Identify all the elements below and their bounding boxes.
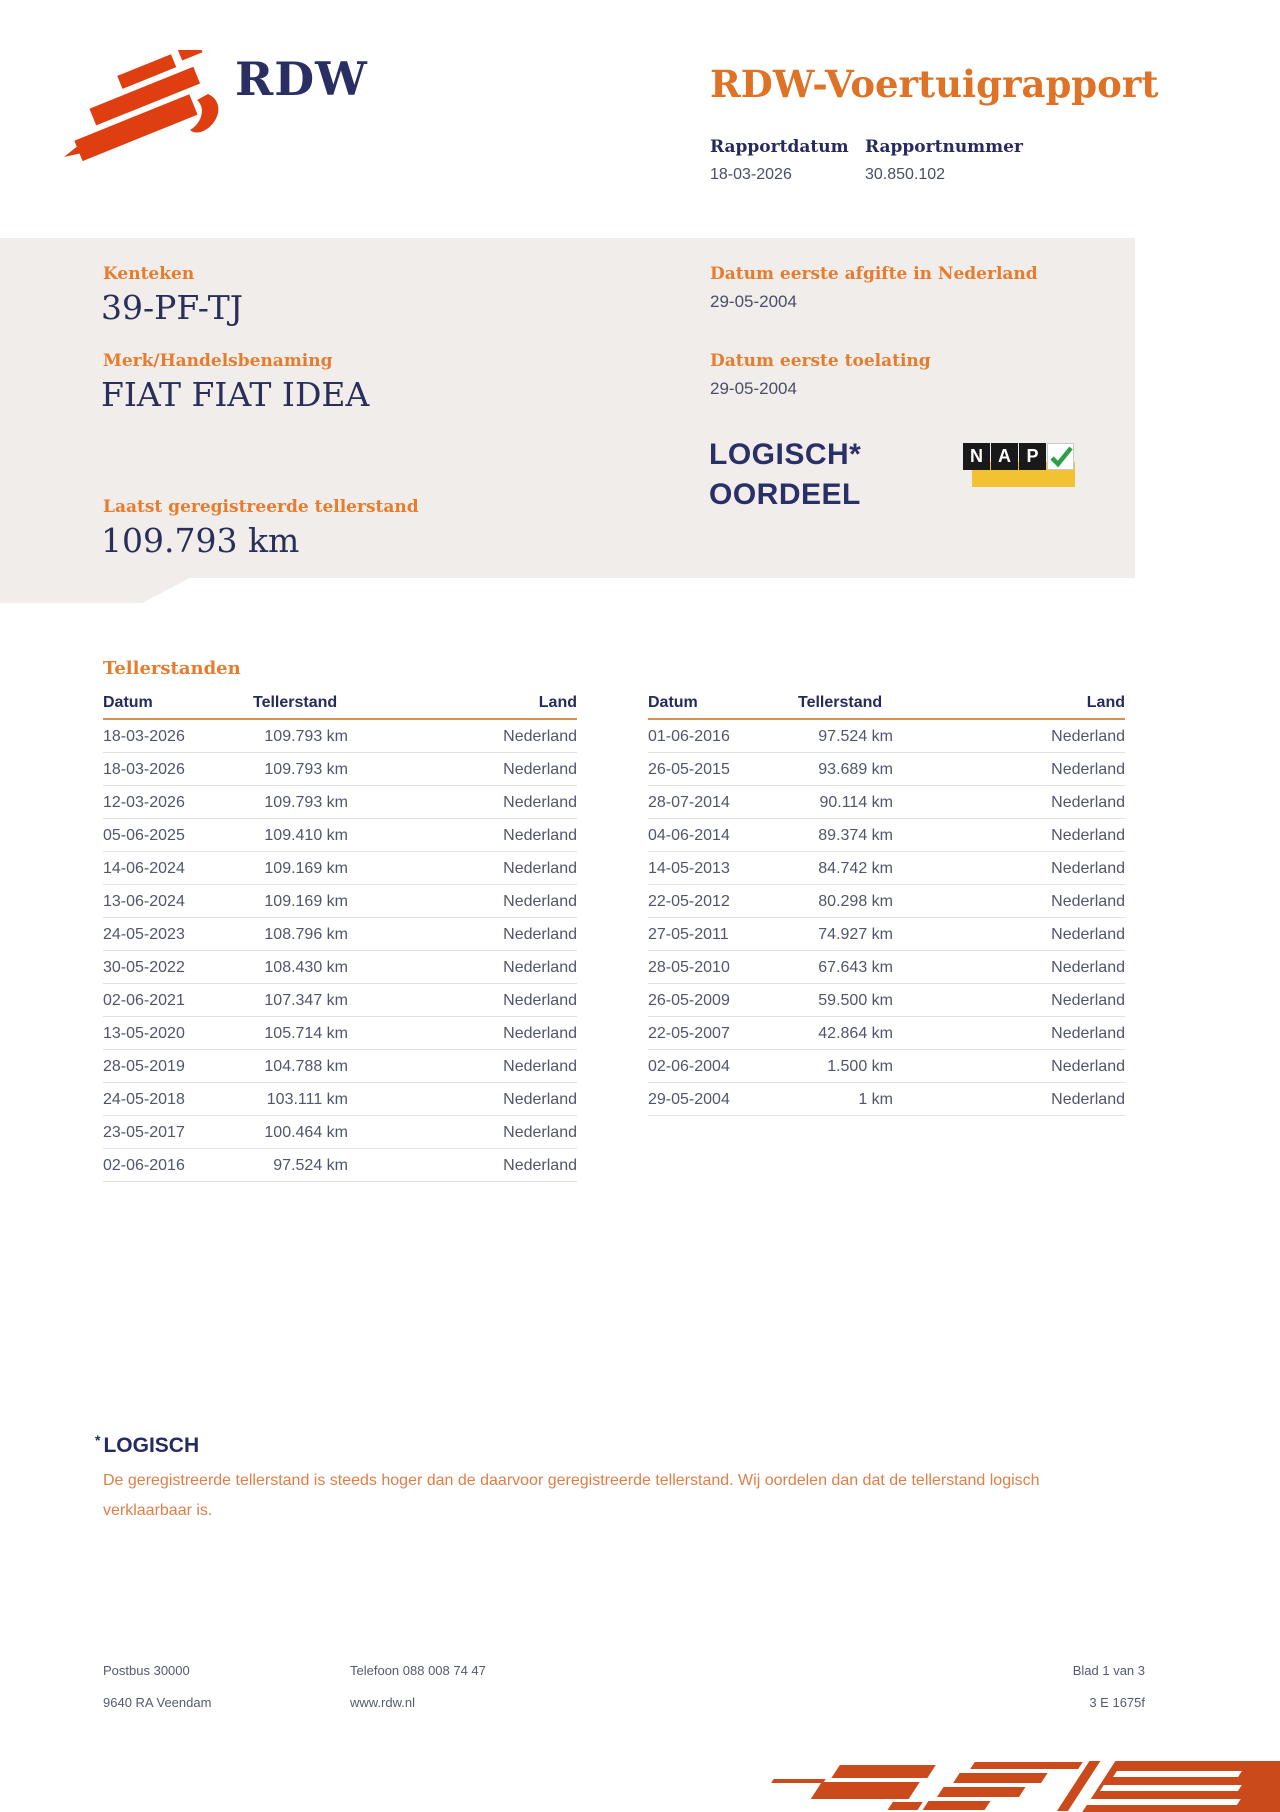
cell-land: Nederland [893, 1050, 1125, 1083]
cell-datum: 26-05-2015 [648, 753, 798, 786]
table-row [648, 951, 1125, 984]
cell-tellerstand: 107.347 km [253, 984, 348, 1017]
tellerstanden-section-title: Tellerstanden [103, 658, 241, 679]
merk-label: Merk/Handelsbenaming [103, 351, 333, 371]
cell-tellerstand: 1 km [798, 1083, 893, 1116]
cell-tellerstand: 97.524 km [798, 719, 893, 753]
cell-tellerstand: 84.742 km [798, 852, 893, 885]
rdw-footer-stripes-graphic [770, 1757, 1280, 1812]
column-header-datum: Datum [103, 690, 253, 719]
cell-tellerstand: 105.714 km [253, 1017, 348, 1050]
cell-datum: 28-07-2014 [648, 786, 798, 819]
kenteken-value: 39-PF-TJ [101, 288, 243, 327]
cell-tellerstand: 93.689 km [798, 753, 893, 786]
column-header-land: Land [893, 690, 1125, 719]
nap-letter-p: P [1019, 443, 1046, 470]
cell-land: Nederland [348, 918, 577, 951]
laatste-tellerstand-value: 109.793 km [101, 521, 300, 560]
table-row [103, 852, 577, 885]
cell-tellerstand: 108.430 km [253, 951, 348, 984]
cell-land: Nederland [348, 753, 577, 786]
cell-datum: 23-05-2017 [103, 1116, 253, 1149]
column-header-tellerstand: Tellerstand [798, 690, 893, 719]
datum-afgifte-label: Datum eerste afgifte in Nederland [710, 264, 1038, 284]
table-row [648, 984, 1125, 1017]
cell-land: Nederland [348, 1083, 577, 1116]
cell-tellerstand: 109.410 km [253, 819, 348, 852]
table-row [103, 918, 577, 951]
cell-tellerstand: 42.864 km [798, 1017, 893, 1050]
cell-tellerstand: 67.643 km [798, 951, 893, 984]
asterisk: * [95, 1432, 101, 1448]
tellerstanden-table-left [103, 690, 577, 1182]
cell-tellerstand: 59.500 km [798, 984, 893, 1017]
logisch-explanation-title [95, 1432, 199, 1458]
table-row [648, 852, 1125, 885]
cell-land: Nederland [893, 984, 1125, 1017]
cell-tellerstand: 109.793 km [253, 786, 348, 819]
table-row [648, 918, 1125, 951]
cell-tellerstand: 109.793 km [253, 753, 348, 786]
cell-datum: 01-06-2016 [648, 719, 798, 753]
datum-afgifte-value: 29-05-2004 [710, 292, 797, 311]
cell-datum: 13-06-2024 [103, 885, 253, 918]
cell-tellerstand: 100.464 km [253, 1116, 348, 1149]
logisch-explanation-body: De geregistreerde tellerstand is steeds hoger dan de daarvoor geregistreerde tellerstand. Wij oordelen dan dat de tellerstand logisch verklaarbaar is. [103, 1472, 1040, 1519]
table-row [648, 719, 1125, 753]
oordeel-line1: LOGISCH* [709, 438, 862, 471]
footer-address-line1: Postbus 30000 [103, 1663, 190, 1678]
nap-logo [963, 443, 1081, 493]
cell-datum: 04-06-2014 [648, 819, 798, 852]
nap-letter-n: N [963, 443, 990, 470]
cell-datum: 28-05-2019 [103, 1050, 253, 1083]
cell-land: Nederland [348, 852, 577, 885]
cell-land: Nederland [348, 786, 577, 819]
rdw-feather-logo-icon [60, 50, 235, 162]
table-row [103, 1083, 577, 1116]
nap-letter-a: A [991, 443, 1018, 470]
cell-tellerstand: 109.169 km [253, 852, 348, 885]
table-row [103, 885, 577, 918]
cell-datum: 12-03-2026 [103, 786, 253, 819]
page-title: RDW-Voertuigrapport [710, 62, 1159, 106]
cell-land: Nederland [348, 1149, 577, 1182]
cell-land: Nederland [348, 1017, 577, 1050]
cell-datum: 02-06-2004 [648, 1050, 798, 1083]
cell-land: Nederland [893, 1017, 1125, 1050]
table-row [648, 1017, 1125, 1050]
table-row [648, 1050, 1125, 1083]
cell-land: Nederland [348, 951, 577, 984]
cell-datum: 28-05-2010 [648, 951, 798, 984]
cell-tellerstand: 80.298 km [798, 885, 893, 918]
column-header-tellerstand: Tellerstand [253, 690, 348, 719]
column-header-land: Land [348, 690, 577, 719]
cell-datum: 27-05-2011 [648, 918, 798, 951]
cell-datum: 29-05-2004 [648, 1083, 798, 1116]
table-header-row [648, 690, 1125, 719]
report-date-label: Rapportdatum [710, 137, 849, 157]
table-row [648, 819, 1125, 852]
cell-datum: 26-05-2009 [648, 984, 798, 1017]
cell-tellerstand: 103.111 km [253, 1083, 348, 1116]
table-row [103, 1116, 577, 1149]
cell-tellerstand: 74.927 km [798, 918, 893, 951]
cell-land: Nederland [893, 885, 1125, 918]
datum-toelating-label: Datum eerste toelating [710, 351, 931, 371]
cell-land: Nederland [893, 786, 1125, 819]
cell-tellerstand: 109.793 km [253, 719, 348, 753]
cell-land: Nederland [893, 753, 1125, 786]
table-header-row [103, 690, 577, 719]
cell-land: Nederland [348, 1050, 577, 1083]
footer-page-number: Blad 1 van 3 [1072, 1663, 1145, 1678]
table-row [103, 1050, 577, 1083]
cell-datum: 13-05-2020 [103, 1017, 253, 1050]
cell-tellerstand: 109.169 km [253, 885, 348, 918]
cell-land: Nederland [893, 1083, 1125, 1116]
table-row [648, 786, 1125, 819]
table-row [103, 719, 577, 753]
cell-datum: 22-05-2007 [648, 1017, 798, 1050]
cell-tellerstand: 1.500 km [798, 1050, 893, 1083]
cell-datum: 24-05-2023 [103, 918, 253, 951]
footer-page-info [945, 1655, 1145, 1719]
cell-datum: 05-06-2025 [103, 819, 253, 852]
cell-datum: 24-05-2018 [103, 1083, 253, 1116]
logisch-title-text: LOGISCH [103, 1434, 200, 1457]
cell-tellerstand: 97.524 km [253, 1149, 348, 1182]
footer-form-code: 3 E 1675f [1089, 1695, 1145, 1710]
rdw-logo-text: RDW [235, 52, 368, 106]
cell-datum: 14-05-2013 [648, 852, 798, 885]
laatste-tellerstand-label: Laatst geregistreerde tellerstand [103, 497, 419, 517]
nap-checkmark-icon [1047, 443, 1074, 470]
report-number-label: Rapportnummer [865, 137, 1023, 157]
cell-land: Nederland [893, 918, 1125, 951]
cell-land: Nederland [348, 819, 577, 852]
cell-tellerstand: 108.796 km [253, 918, 348, 951]
cell-datum: 18-03-2026 [103, 753, 253, 786]
cell-land: Nederland [348, 885, 577, 918]
cell-land: Nederland [893, 819, 1125, 852]
table-row [103, 951, 577, 984]
cell-datum: 02-06-2016 [103, 1149, 253, 1182]
table-row [103, 819, 577, 852]
table-row [103, 984, 577, 1017]
report-date-value: 18-03-2026 [710, 166, 792, 183]
footer-address [103, 1655, 211, 1719]
cell-land: Nederland [893, 951, 1125, 984]
cell-datum: 30-05-2022 [103, 951, 253, 984]
cell-datum: 14-06-2024 [103, 852, 253, 885]
cell-land: Nederland [348, 1116, 577, 1149]
cell-land: Nederland [893, 719, 1125, 753]
table-row [103, 1149, 577, 1182]
cell-tellerstand: 104.788 km [253, 1050, 348, 1083]
kenteken-label: Kenteken [103, 264, 195, 284]
cell-land: Nederland [348, 719, 577, 753]
footer-address-line2: 9640 RA Veendam [103, 1695, 212, 1710]
table-row [648, 753, 1125, 786]
tellerstanden-table-right [648, 690, 1125, 1116]
table-row [103, 786, 577, 819]
oordeel-line2: OORDEEL [709, 478, 861, 511]
column-header-datum: Datum [648, 690, 798, 719]
table-row [648, 1083, 1125, 1116]
merk-value: FIAT FIAT IDEA [101, 375, 370, 414]
datum-toelating-value: 29-05-2004 [710, 379, 797, 398]
cell-datum: 22-05-2012 [648, 885, 798, 918]
cell-datum: 18-03-2026 [103, 719, 253, 753]
cell-tellerstand: 89.374 km [798, 819, 893, 852]
table-row [103, 753, 577, 786]
cell-datum: 02-06-2021 [103, 984, 253, 1017]
footer-website: www.rdw.nl [350, 1695, 416, 1710]
footer-contact [350, 1655, 486, 1719]
cell-tellerstand: 90.114 km [798, 786, 893, 819]
report-number-value: 30.850.102 [865, 166, 946, 183]
cell-land: Nederland [348, 984, 577, 1017]
cell-land: Nederland [893, 852, 1125, 885]
footer-phone: Telefoon 088 008 74 47 [350, 1663, 486, 1678]
table-row [103, 1017, 577, 1050]
table-row [648, 885, 1125, 918]
oordeel-verdict [709, 435, 861, 515]
